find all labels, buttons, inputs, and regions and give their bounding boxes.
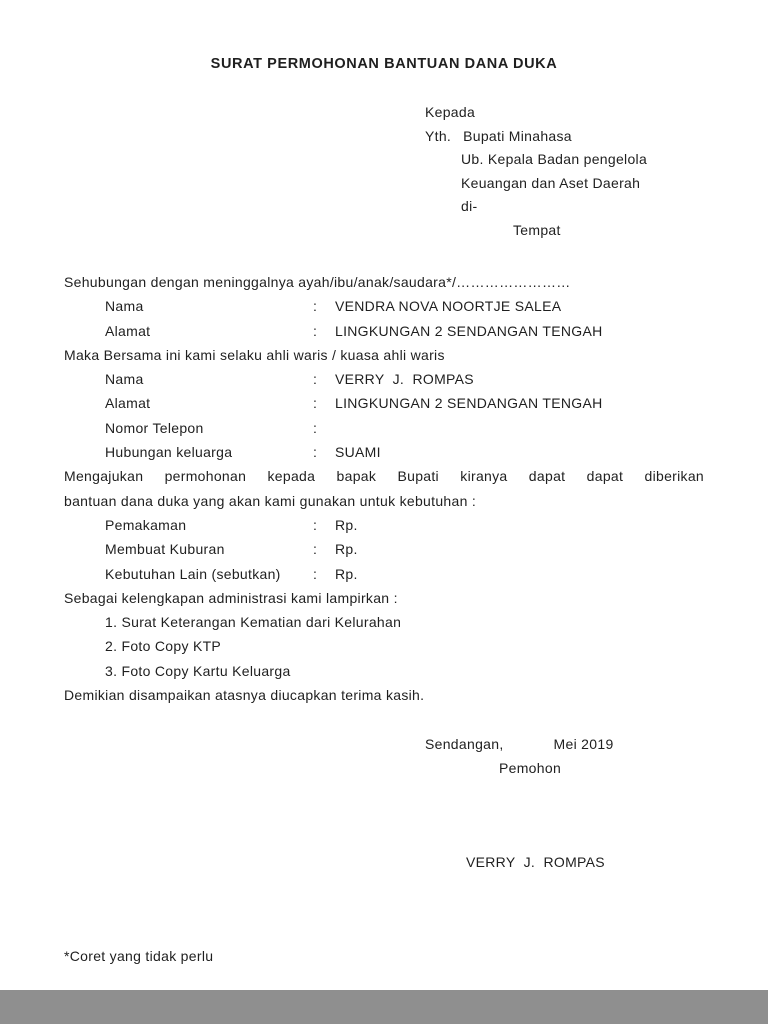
deceased-row-alamat [64, 319, 704, 343]
recipient-line-di: di- [461, 198, 478, 214]
document-title: SURAT PERMOHONAN BANTUAN DANA DUKA [210, 56, 558, 72]
attachment-item-2: 2. Foto Copy KTP [105, 638, 222, 655]
field-label: Alamat [105, 395, 151, 412]
field-colon: : [313, 322, 318, 339]
signature-role: Pemohon [499, 759, 562, 776]
signature-place: Sendangan, [425, 736, 504, 753]
need-row-lain [64, 562, 704, 586]
field-value: SUAMI [335, 444, 381, 461]
field-label: Alamat [105, 322, 151, 339]
recipient-yth-prefix: Yth. [425, 127, 452, 144]
field-value: Rp. [335, 541, 358, 558]
closing-line: Demikian disampaikan atasnya diucapkan terima kasih. [64, 687, 425, 704]
field-colon: : [313, 565, 318, 582]
field-label: Hubungan keluarga [105, 444, 233, 461]
recipient-yth-name: Bupati Minahasa [463, 127, 572, 144]
request-paragraph-line2: bantuan dana duka yang akan kami gunakan untuk kebutuhan : [64, 492, 477, 509]
recipient-yth-line [425, 125, 768, 149]
field-label: Kebutuhan Lain (sebutkan) [105, 565, 281, 582]
field-label: Nama [105, 371, 144, 388]
heir-row-hubungan [64, 440, 704, 464]
deceased-row-nama [64, 294, 704, 318]
field-colon: : [313, 516, 318, 533]
signature-date: Mei 2019 [553, 736, 614, 753]
field-colon: : [313, 541, 318, 558]
field-label: Pemakaman [105, 516, 187, 533]
field-value: Rp. [335, 565, 358, 582]
field-label: Membuat Kuburan [105, 541, 225, 558]
signature-place-date [425, 733, 768, 757]
field-label: Nomor Telepon [105, 419, 204, 436]
heir-row-alamat [64, 391, 704, 415]
need-row-pemakaman [64, 513, 704, 537]
field-colon: : [313, 298, 318, 315]
field-colon: : [313, 419, 318, 436]
signature-block [425, 733, 768, 875]
field-colon: : [313, 395, 318, 412]
recipient-kepada: Kepada [425, 104, 476, 120]
intro-line: Sehubungan dengan meninggalnya ayah/ibu/anak/saudara*/…………………… [64, 274, 571, 290]
recipient-line-ub: Ub. Kepala Badan pengelola [461, 151, 648, 167]
field-value: LINGKUNGAN 2 SENDANGAN TENGAH [335, 395, 603, 412]
recipient-line-keuangan: Keuangan dan Aset Daerah [461, 174, 641, 191]
field-value: VERRY J. ROMPAS [335, 371, 474, 388]
field-value: VENDRA NOVA NOORTJE SALEA [335, 298, 562, 315]
attachments-intro-line: Sebagai kelengkapan administrasi kami lampirkan : [64, 589, 398, 606]
attachment-item-3: 3. Foto Copy Kartu Keluarga [105, 662, 291, 679]
field-colon: : [313, 444, 318, 461]
signature-name: VERRY J. ROMPAS [466, 854, 605, 871]
field-colon: : [313, 371, 318, 388]
field-value: Rp. [335, 516, 358, 533]
field-label: Nama [105, 298, 144, 315]
letter-body [64, 270, 704, 707]
need-row-kuburan [64, 537, 704, 561]
heir-row-telepon [64, 416, 704, 440]
heir-intro-line: Maka Bersama ini kami selaku ahli waris / kuasa ahli waris [64, 346, 445, 363]
request-paragraph-line1: Mengajukan permohonan kepada bapak Bupati kiranya dapat dapat diberikan [64, 468, 704, 485]
recipient-block [425, 101, 768, 242]
footnote: *Coret yang tidak perlu [64, 948, 214, 964]
page-bottom-edge [0, 990, 768, 1024]
field-value: LINGKUNGAN 2 SENDANGAN TENGAH [335, 322, 603, 339]
attachment-item-1: 1. Surat Keterangan Kematian dari Kelurahan [105, 614, 402, 631]
recipient-line-tempat: Tempat [513, 221, 561, 238]
heir-row-nama [64, 367, 704, 391]
